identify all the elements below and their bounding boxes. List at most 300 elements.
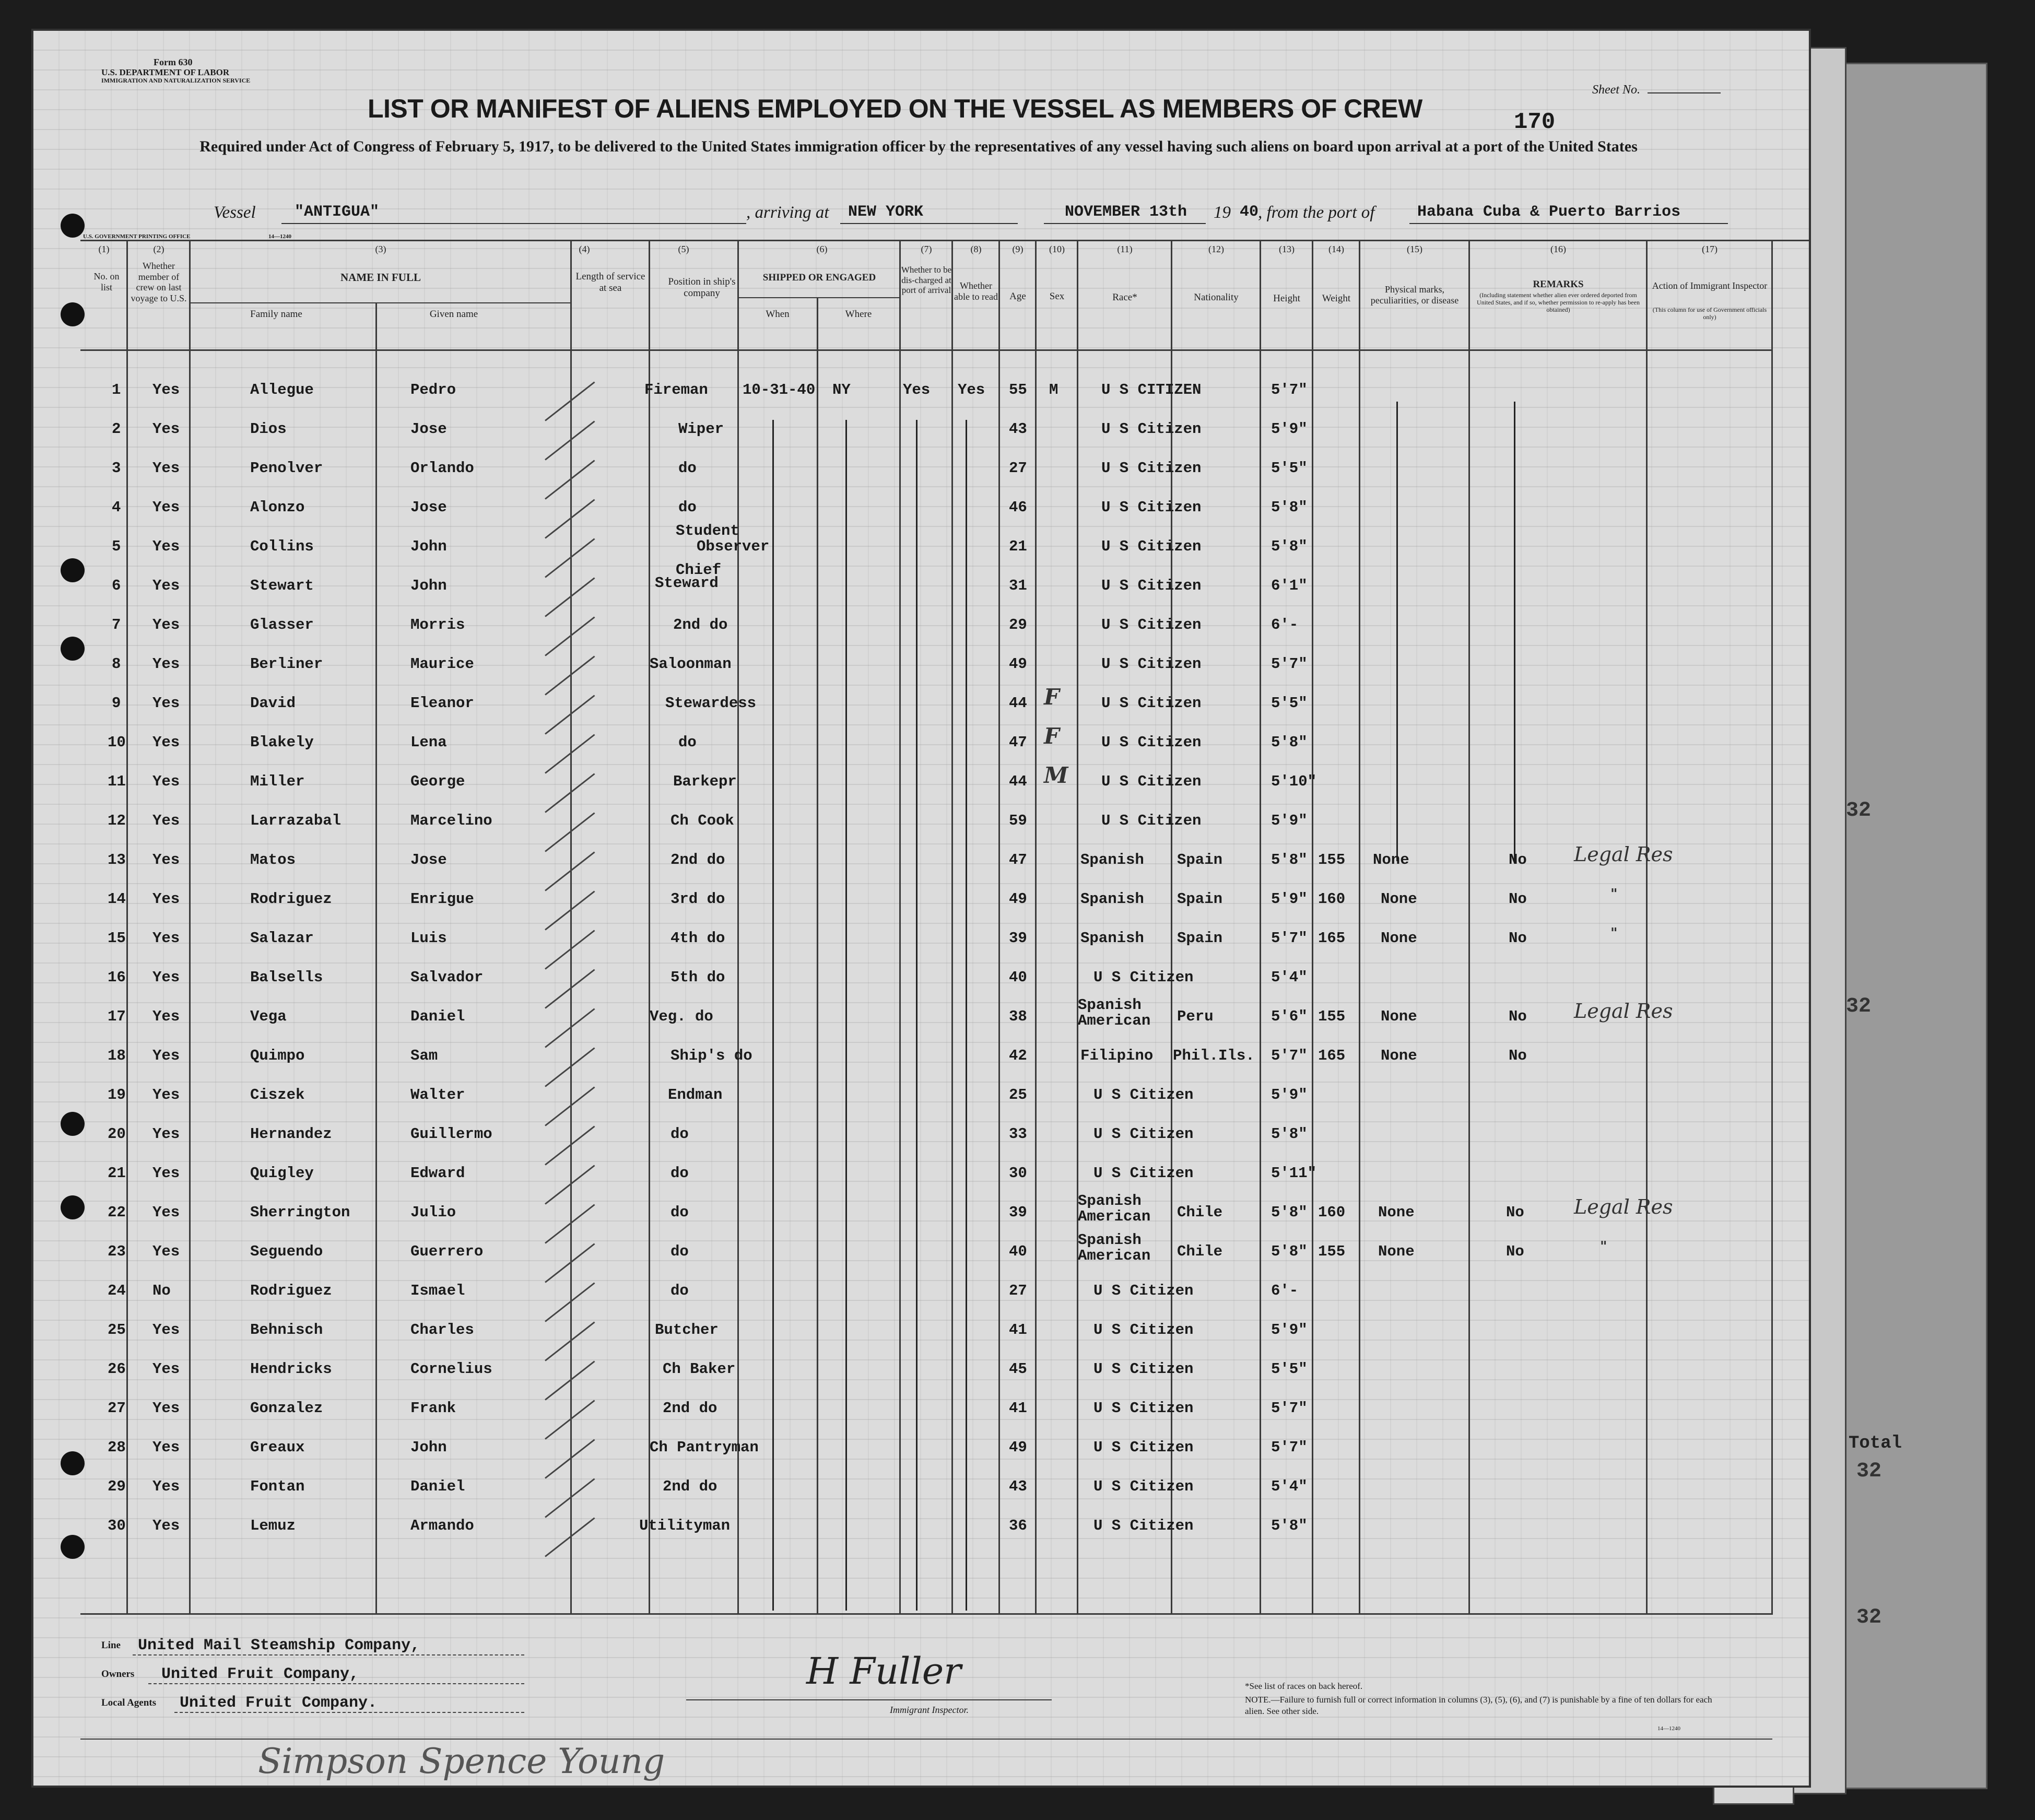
given-name: Eleanor xyxy=(410,695,474,712)
last-voyage: Yes xyxy=(152,1400,180,1417)
row-number: 20 xyxy=(108,1125,126,1143)
table-row xyxy=(33,1166,1809,1204)
age: 31 xyxy=(1009,577,1027,594)
family-name: Fontan xyxy=(250,1478,305,1495)
row-number: 9 xyxy=(112,695,121,712)
last-voyage: Yes xyxy=(152,773,180,790)
row-number: 25 xyxy=(108,1321,126,1338)
position: 5th do xyxy=(671,969,725,986)
age: 44 xyxy=(1009,773,1027,790)
family-name: Rodriguez xyxy=(250,1282,332,1299)
race: U S Citizen xyxy=(1093,1125,1194,1143)
able-to-read: Yes xyxy=(958,381,985,398)
owners-field xyxy=(101,1665,530,1686)
table-row xyxy=(33,1361,1809,1400)
race: U S Citizen xyxy=(1101,695,1202,712)
last-voyage: Yes xyxy=(152,1008,180,1025)
age: 49 xyxy=(1009,1439,1027,1456)
last-voyage: Yes xyxy=(152,1517,180,1534)
race: U S Citizen xyxy=(1093,1282,1194,1299)
agents-value: United Fruit Company. xyxy=(180,1694,378,1712)
col-label-physical: Physical marks, peculiarities, or disease xyxy=(1370,284,1459,306)
last-voyage: Yes xyxy=(152,460,180,477)
physical-marks: None xyxy=(1381,1047,1417,1064)
height: 5'7" xyxy=(1271,1047,1308,1064)
physical-marks: None xyxy=(1381,930,1417,947)
family-name: Seguendo xyxy=(250,1243,323,1260)
nationality: Chile xyxy=(1177,1243,1223,1260)
col-label-given: Given name xyxy=(429,309,478,320)
year-prefix: 19 xyxy=(1214,203,1231,222)
height: 5'4" xyxy=(1271,969,1308,986)
sheet-bottom-line xyxy=(80,1739,1772,1740)
col-num-14: (14) xyxy=(1328,244,1344,254)
inspector-signature: H Fuller xyxy=(806,1650,961,1693)
height: 5'8" xyxy=(1271,538,1308,555)
signature-line xyxy=(686,1699,1052,1700)
inspector-action: Legal Res xyxy=(1574,1000,1673,1023)
row-number: 30 xyxy=(108,1517,126,1534)
row-number: 16 xyxy=(108,969,126,986)
vessel-line xyxy=(214,203,1728,229)
owners-label: Owners xyxy=(101,1669,135,1680)
family-name: Allegue xyxy=(250,381,314,398)
height: 5'7" xyxy=(1271,1439,1308,1456)
height: 5'4" xyxy=(1271,1478,1308,1495)
table-row xyxy=(33,500,1809,538)
col-label-weight: Weight xyxy=(1322,293,1351,304)
service-name: IMMIGRATION AND NATURALIZATION SERVICE xyxy=(101,77,251,84)
last-voyage: Yes xyxy=(152,1439,180,1456)
table-row xyxy=(33,656,1809,695)
table-row xyxy=(33,925,1809,969)
given-name: Lena xyxy=(410,734,447,751)
family-name: Hernandez xyxy=(250,1125,332,1143)
row-number: 14 xyxy=(108,890,126,908)
family-name: Quigley xyxy=(250,1165,314,1182)
race: Spanish xyxy=(1080,930,1144,947)
punch-hole xyxy=(61,214,85,238)
shipped-when: 10-31-40 xyxy=(743,381,816,398)
position: 2nd do xyxy=(663,1400,717,1417)
col-num-12: (12) xyxy=(1208,244,1224,254)
header-bottom-border xyxy=(80,349,1772,351)
age: 55 xyxy=(1009,381,1027,398)
family-name: Alonzo xyxy=(250,499,305,516)
family-name: Berliner xyxy=(250,655,323,673)
table-row xyxy=(33,1283,1809,1322)
last-voyage: Yes xyxy=(152,499,180,516)
physical-marks: None xyxy=(1381,890,1417,908)
remarks: No xyxy=(1509,1008,1527,1025)
given-name: John xyxy=(410,538,447,555)
position: Student xyxy=(676,522,739,539)
age: 30 xyxy=(1009,1165,1027,1182)
last-voyage: Yes xyxy=(152,1321,180,1338)
last-voyage: Yes xyxy=(152,930,180,947)
col-num-2: (2) xyxy=(153,244,164,254)
table-row xyxy=(33,1322,1809,1361)
age: 39 xyxy=(1009,930,1027,947)
physical-marks: None xyxy=(1373,851,1409,868)
position: do xyxy=(671,1165,689,1182)
row-number: 27 xyxy=(108,1400,126,1417)
position: Ch Baker xyxy=(663,1360,736,1378)
col-label-no: No. on list xyxy=(93,271,120,292)
col-label-remarks-sub: (Including statement whether alien ever ordered deported from United States, and if so, whether permission to re-apply has been obtained) xyxy=(1477,291,1640,313)
form-code-top: 14—1240 xyxy=(268,233,291,240)
position: Chief xyxy=(676,561,722,579)
age: 21 xyxy=(1009,538,1027,555)
table-row xyxy=(33,970,1809,1008)
age: 43 xyxy=(1009,420,1027,438)
col-label-service: Length of service at sea xyxy=(575,271,645,293)
height: 6'1" xyxy=(1271,577,1308,594)
sheet-number-label xyxy=(1592,83,1721,97)
table-row xyxy=(33,522,1809,578)
col-num-17: (17) xyxy=(1702,244,1718,254)
family-name: Behnisch xyxy=(250,1321,323,1338)
row-number: 5 xyxy=(112,538,121,555)
row-number: 18 xyxy=(108,1047,126,1064)
inspector-action: Legal Res xyxy=(1574,1195,1673,1218)
agents-field xyxy=(101,1694,530,1715)
race: Spanish xyxy=(1078,1192,1142,1210)
owners-underline xyxy=(148,1683,524,1684)
from-label: , from the port of xyxy=(1258,203,1375,222)
position: 2nd do xyxy=(673,616,728,633)
col-num-15: (15) xyxy=(1407,244,1422,254)
age: 39 xyxy=(1009,1204,1027,1221)
row-number: 11 xyxy=(108,773,126,790)
col-num-6: (6) xyxy=(816,244,828,254)
weight: 160 xyxy=(1318,890,1346,908)
position: Wiper xyxy=(678,420,724,438)
position: do xyxy=(678,734,697,751)
col-label-action-sub: (This column for use of Government officials only) xyxy=(1652,306,1767,321)
row-number: 7 xyxy=(112,616,121,633)
department-name: U.S. DEPARTMENT OF LABOR xyxy=(101,67,230,77)
age: 27 xyxy=(1009,1282,1027,1299)
last-voyage: Yes xyxy=(152,1204,180,1221)
row-number: 29 xyxy=(108,1478,126,1495)
race: U S Citizen xyxy=(1101,499,1202,516)
last-voyage: Yes xyxy=(152,1125,180,1143)
given-name: Charles xyxy=(410,1321,474,1338)
given-name: Luis xyxy=(410,930,447,947)
col-num-8: (8) xyxy=(970,244,982,254)
margin-tab-value: 32 xyxy=(1846,995,1872,1018)
remarks: No xyxy=(1509,1047,1527,1064)
position: do xyxy=(671,1282,689,1299)
table-row xyxy=(33,1231,1809,1283)
sex: F xyxy=(1044,684,1060,710)
age: 29 xyxy=(1009,616,1027,633)
given-name: Cornelius xyxy=(410,1360,492,1378)
height: 5'8" xyxy=(1271,499,1308,516)
race: U S Citizen xyxy=(1093,969,1194,986)
race: U S Citizen xyxy=(1093,1360,1194,1378)
sex: M xyxy=(1049,381,1058,398)
shipped-sub-divider xyxy=(738,297,900,298)
given-name: John xyxy=(410,1439,447,1456)
discharged: Yes xyxy=(903,381,931,398)
family-name: Quimpo xyxy=(250,1047,305,1064)
page-title: LIST OR MANIFEST OF ALIENS EMPLOYED ON THE VESSEL AS MEMBERS OF CREW xyxy=(368,94,1422,123)
given-name: George xyxy=(410,773,465,790)
height: 5'9" xyxy=(1271,890,1308,908)
position: Utilityman xyxy=(639,1517,731,1534)
remarks: No xyxy=(1506,1243,1524,1260)
row-number: 13 xyxy=(108,851,126,868)
position: Fireman xyxy=(644,381,708,398)
height: 5'5" xyxy=(1271,695,1308,712)
race: U S Citizen xyxy=(1101,773,1202,790)
height: 5'8" xyxy=(1271,1204,1308,1221)
last-voyage: Yes xyxy=(152,695,180,712)
table-row xyxy=(33,382,1809,421)
height: 5'10" xyxy=(1271,773,1317,790)
given-name: Edward xyxy=(410,1165,465,1182)
last-voyage: Yes xyxy=(152,538,180,555)
last-voyage: Yes xyxy=(152,420,180,438)
line-label: Line xyxy=(101,1640,121,1651)
position: 3rd do xyxy=(671,890,725,908)
arrival-date: NOVEMBER 13th xyxy=(1065,203,1187,221)
col-label-age: Age xyxy=(1009,291,1026,302)
table-row xyxy=(33,762,1809,813)
age: 47 xyxy=(1009,734,1027,751)
table-row xyxy=(33,1126,1809,1165)
height: 6'- xyxy=(1271,616,1299,633)
remarks: No xyxy=(1509,890,1527,908)
table-row xyxy=(33,1440,1809,1478)
col-label-read: Whether able to read xyxy=(954,280,998,302)
col-label-race: Race* xyxy=(1112,292,1137,303)
last-voyage: Yes xyxy=(152,812,180,829)
inspector-action: " xyxy=(1610,925,1618,941)
col-label-last-voyage: Whether member of crew on last voyage to U.S. xyxy=(131,261,187,304)
race: Spanish xyxy=(1080,890,1144,908)
col-label-where: Where xyxy=(845,309,872,320)
row-number: 26 xyxy=(108,1360,126,1378)
position-line2: Observer xyxy=(697,538,770,555)
name-sub-divider xyxy=(190,302,571,303)
given-name: Maurice xyxy=(410,655,474,673)
manifest-sheet xyxy=(31,29,1811,1788)
position: Barkepr xyxy=(673,773,737,790)
table-row xyxy=(33,461,1809,499)
height: 5'8" xyxy=(1271,1125,1308,1143)
page-number: 170 xyxy=(1514,109,1556,135)
col-num-5: (5) xyxy=(678,244,689,254)
given-name: Pedro xyxy=(410,381,456,398)
row-number: 19 xyxy=(108,1086,126,1103)
col-num-16: (16) xyxy=(1550,244,1566,254)
race: Spanish xyxy=(1078,1231,1142,1249)
col-num-13: (13) xyxy=(1279,244,1295,254)
last-voyage: Yes xyxy=(152,381,180,398)
date-line xyxy=(1044,223,1206,224)
col-num-11: (11) xyxy=(1117,244,1133,254)
age: 59 xyxy=(1009,812,1027,829)
table-row xyxy=(33,421,1809,460)
height: 5'9" xyxy=(1271,1086,1308,1103)
given-name: Sam xyxy=(410,1047,438,1064)
col-label-name: NAME IN FULL xyxy=(340,271,421,284)
table-row xyxy=(33,1192,1809,1243)
penalty-note: NOTE.—Failure to furnish full or correct information in columns (3), (5), (6), and (7) is punishable by a fine of ten dollars for each alien. See other side. xyxy=(1245,1695,1712,1717)
row-number: 3 xyxy=(112,460,121,477)
family-name: Matos xyxy=(250,851,296,868)
sheet-number-line xyxy=(1648,92,1721,93)
col-label-discharged: Whether to be dis-charged at port of arrival xyxy=(901,265,952,296)
last-voyage: Yes xyxy=(152,1165,180,1182)
row-number: 4 xyxy=(112,499,121,516)
given-name: Jose xyxy=(410,420,447,438)
vessel-name-line xyxy=(281,223,746,224)
position: 2nd do xyxy=(671,851,725,868)
given-name: Enrigue xyxy=(410,890,474,908)
year-suffix: 40 xyxy=(1240,203,1259,221)
height: 5'9" xyxy=(1271,420,1308,438)
family-name: Larrazabal xyxy=(250,812,342,829)
given-name: Salvador xyxy=(410,969,484,986)
family-name: Vega xyxy=(250,1008,287,1025)
given-name: Orlando xyxy=(410,460,474,477)
table-row xyxy=(33,1518,1809,1557)
position: Ship's do xyxy=(671,1047,752,1064)
last-voyage: Yes xyxy=(152,1047,180,1064)
position: Endman xyxy=(668,1086,723,1103)
race: U S Citizen xyxy=(1093,1478,1194,1495)
age: 43 xyxy=(1009,1478,1027,1495)
col-num-7: (7) xyxy=(921,244,932,254)
margin-tab-value: 32 xyxy=(1846,799,1872,823)
row-number: 28 xyxy=(108,1439,126,1456)
position: Ch Pantryman xyxy=(650,1439,759,1456)
family-name: Miller xyxy=(250,773,305,790)
height: 5'7" xyxy=(1271,930,1308,947)
weight: 155 xyxy=(1318,851,1346,868)
height: 5'6" xyxy=(1271,1008,1308,1025)
family-name: Dios xyxy=(250,420,287,438)
position: do xyxy=(671,1204,689,1221)
col-label-remarks: REMARKS xyxy=(1533,279,1584,290)
handwritten-note: Simpson Spence Young xyxy=(258,1741,665,1781)
last-voyage: Yes xyxy=(152,1360,180,1378)
row-number: 1 xyxy=(112,381,121,398)
age: 25 xyxy=(1009,1086,1027,1103)
last-voyage: Yes xyxy=(152,890,180,908)
position: do xyxy=(678,499,697,516)
col-num-3: (3) xyxy=(375,244,386,254)
weight: 165 xyxy=(1318,930,1346,947)
last-voyage: Yes xyxy=(152,1243,180,1260)
table-row xyxy=(33,886,1809,930)
age: 47 xyxy=(1009,851,1027,868)
race: U S Citizen xyxy=(1101,812,1202,829)
given-name: Daniel xyxy=(410,1008,465,1025)
margin-total-label: Total xyxy=(1849,1434,1902,1453)
last-voyage: Yes xyxy=(152,655,180,673)
last-voyage: Yes xyxy=(152,577,180,594)
age: 40 xyxy=(1009,1243,1027,1260)
table-row xyxy=(33,1087,1809,1126)
given-name: Daniel xyxy=(410,1478,465,1495)
nationality: Spain xyxy=(1177,890,1223,908)
given-name: Julio xyxy=(410,1204,456,1221)
height: 5'5" xyxy=(1271,1360,1308,1378)
physical-marks: None xyxy=(1378,1204,1415,1221)
race-line2: American xyxy=(1078,1208,1151,1225)
race: Spanish xyxy=(1078,996,1142,1014)
table-row xyxy=(33,617,1809,656)
form-code-bottom: 14—1240 xyxy=(1657,1725,1680,1732)
agents-label: Local Agents xyxy=(101,1697,157,1708)
race: U S Citizen xyxy=(1093,1400,1194,1417)
family-name: David xyxy=(250,695,296,712)
age: 42 xyxy=(1009,1047,1027,1064)
family-name: Stewart xyxy=(250,577,314,594)
nationality: Phil.Ils. xyxy=(1173,1047,1255,1064)
table-row xyxy=(33,561,1809,617)
family-name: Ciszek xyxy=(250,1086,305,1103)
col-num-10: (10) xyxy=(1049,244,1065,254)
age: 49 xyxy=(1009,890,1027,908)
race: U S Citizen xyxy=(1101,655,1202,673)
height: 5'8" xyxy=(1271,734,1308,751)
race-line2: American xyxy=(1078,1012,1151,1029)
subtitle: Required under Act of Congress of February 5, 1917, to be delivered to the United States immigration officer by the representatives of any vessel having such aliens on board upon arrival at a port of the United States xyxy=(199,138,1638,155)
inspector-action: " xyxy=(1610,886,1618,902)
age: 44 xyxy=(1009,695,1027,712)
col-num-4: (4) xyxy=(579,244,590,254)
race: U S Citizen xyxy=(1101,616,1202,633)
arriving-label: , arriving at xyxy=(746,203,829,222)
col-num-1: (1) xyxy=(98,244,110,254)
punch-hole xyxy=(61,302,85,326)
inspector-action: " xyxy=(1600,1239,1607,1254)
position: Butcher xyxy=(655,1321,719,1338)
table-row xyxy=(33,723,1809,773)
col-label-shipped: SHIPPED OR ENGAGED xyxy=(762,272,876,283)
vessel-name: "ANTIGUA" xyxy=(295,203,380,221)
position: 2nd do xyxy=(663,1478,717,1495)
col-label-position: Position in ship's company xyxy=(668,276,736,299)
race: U S Citizen xyxy=(1093,1439,1194,1456)
owners-value: United Fruit Company, xyxy=(161,1665,359,1683)
last-voyage: No xyxy=(152,1282,171,1299)
given-name: Guillermo xyxy=(410,1125,492,1143)
last-voyage: Yes xyxy=(152,616,180,633)
position: do xyxy=(671,1243,689,1260)
given-name: Ismael xyxy=(410,1282,465,1299)
position-line2: Steward xyxy=(655,574,719,592)
weight: 160 xyxy=(1318,1204,1346,1221)
table-top-border xyxy=(80,240,1811,241)
table-bottom-border xyxy=(80,1613,1772,1615)
race: Filipino xyxy=(1080,1047,1154,1064)
margin-tab-value: 32 xyxy=(1856,1460,1882,1483)
shipped-where: NY xyxy=(832,381,851,398)
table-row xyxy=(33,1048,1809,1087)
race: Spanish xyxy=(1080,851,1144,868)
position: Stewardess xyxy=(665,695,757,712)
from-port-line xyxy=(1409,223,1728,224)
given-name: Morris xyxy=(410,616,465,633)
row-number: 12 xyxy=(108,812,126,829)
